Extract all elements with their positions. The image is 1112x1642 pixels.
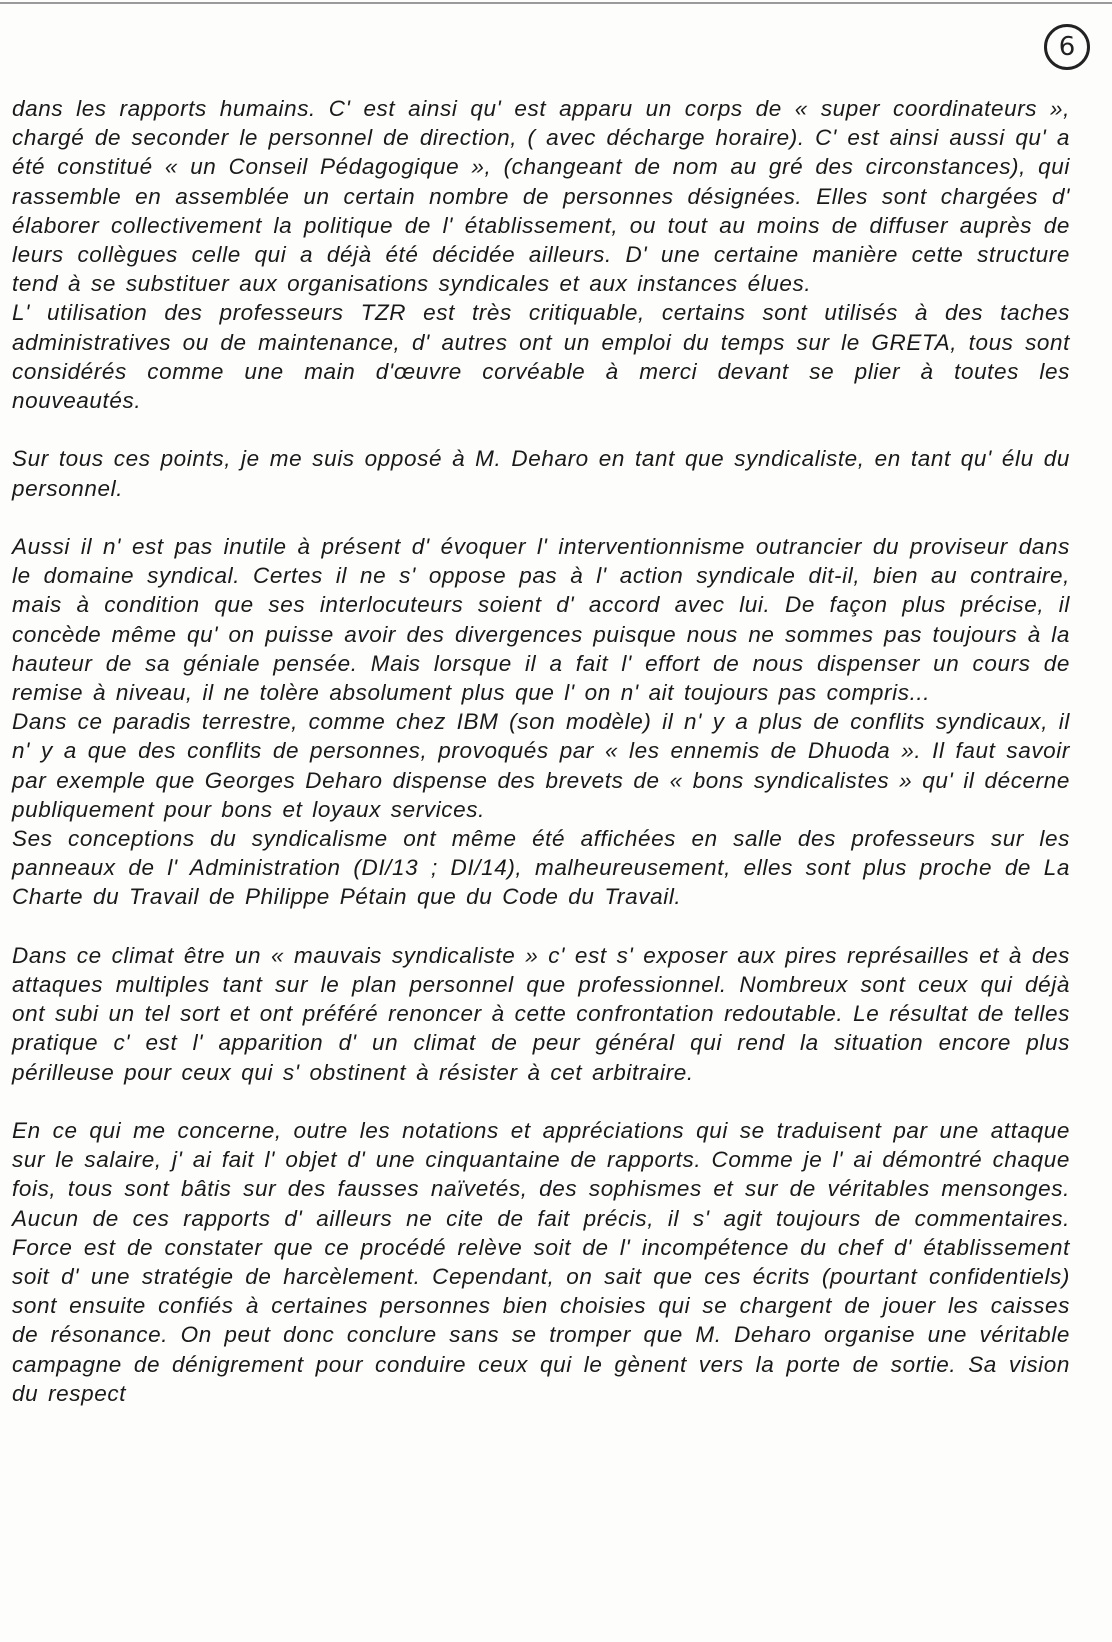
document-body — [12, 94, 1070, 1408]
page-top-edge — [0, 2, 1112, 4]
page-number: 6 — [1044, 24, 1090, 70]
paragraph: Ses conceptions du syndicalisme ont même été affichées en salle des professeurs sur les panneaux de l' Administration (DI/13 ; DI/14), malheureusement, elles sont plus proche de La Charte du Travail de Philippe Pétain que du Code du Travail. — [12, 826, 1070, 910]
paragraph: dans les rapports humains. C' est ainsi qu' est apparu un corps de « super coordinateurs », chargé de seconder le personnel de direction, ( avec décharge horaire). C' est ainsi aussi qu' a été constitué « un Conseil Pédagogique », (changeant de nom au gré des circonstances), qui rassemble en assemblée un certain nombre de personnes désignées. Elles sont chargées d' élaborer collectivement la politique de l' établissement, ou tout au moins de diffuser auprès de leurs collègues celle qui a déjà été décidée ailleurs. D' une certaine manière cette structure tend à se substituer aux organisations syndicales et aux instances élues. — [12, 96, 1070, 297]
paragraph: En ce qui me concerne, outre les notations et appréciations qui se traduisent par une attaque sur le salaire, j' ai fait l' objet d' une cinquantaine de rapports. Comme je l' ai démontré chaque fois, tous sont bâtis sur des fausses naïvetés, des sophismes et sur de véritables mensonges. Aucun de ces rapports d' ailleurs ne cite de fait précis, il s' agit toujours de commentaires. Force est de constater que ce procédé relève soit de l' incompétence du chef d' établissement soit d' une stratégie de harcèlement. Cependant, on sait que ces écrits (pourtant confidentiels) sont ensuite confiés à certaines personnes bien choisies qui se chargent de jouer les caisses de résonance. On peut donc conclure sans se tromper que M. Deharo organise une véritable campagne de dénigrement pour conduire ceux qui le gènent vers la porte de sortie. Sa vision du respect — [12, 1118, 1070, 1406]
paragraph: Aussi il n' est pas inutile à présent d' évoquer l' interventionnisme outrancier du proviseur dans le domaine syndical. Certes il ne s' oppose pas à l' action syndicale dit-il, bien au contraire, mais à condition que ses interlocuteurs soient d' accord avec lui. De façon plus précise, il concède même qu' on puisse avoir des divergences puisque nous ne sommes pas toujours à la hauteur de sa géniale pensée. Mais lorsque il a fait l' effort de nous dispenser un cours de remise à niveau, il ne tolère absolument plus que l' on n' ait toujours pas compris... — [12, 534, 1070, 706]
paragraph: Dans ce climat être un « mauvais syndicaliste » c' est s' exposer aux pires représailles et à des attaques multiples tant sur le plan personnel que professionnel. Nombreux sont ceux qui déjà ont subi un tel sort et ont préféré renoncer à cette confrontation redoutable. Le résultat de telles pratique c' est l' apparition d' un climat de peur général qui rend la situation encore plus périlleuse pour ceux qui s' obstinent à résister à cet arbitraire. — [12, 942, 1070, 1085]
paragraph: Sur tous ces points, je me suis opposé à M. Deharo en tant que syndicaliste, en tant qu' élu du personnel. — [12, 446, 1070, 501]
paragraph: L' utilisation des professeurs TZR est très critiquable, certains sont utilisés à des taches administratives ou de maintenance, d' autres ont un emploi du temps sur le GRETA, tous sont considérés comme une main d'œuvre corvéable à merci devant se plier à toutes les nouveautés. — [12, 300, 1070, 414]
paragraph: Dans ce paradis terrestre, comme chez IBM (son modèle) il n' y a plus de conflits syndicaux, il n' y a que des conflits de personnes, provoqués par « les ennemis de Dhuoda ». Il faut savoir par exemple que Georges Deharo dispense des brevets de « bons syndicalistes » qu' il décerne publiquement pour bons et loyaux services. — [12, 709, 1070, 822]
